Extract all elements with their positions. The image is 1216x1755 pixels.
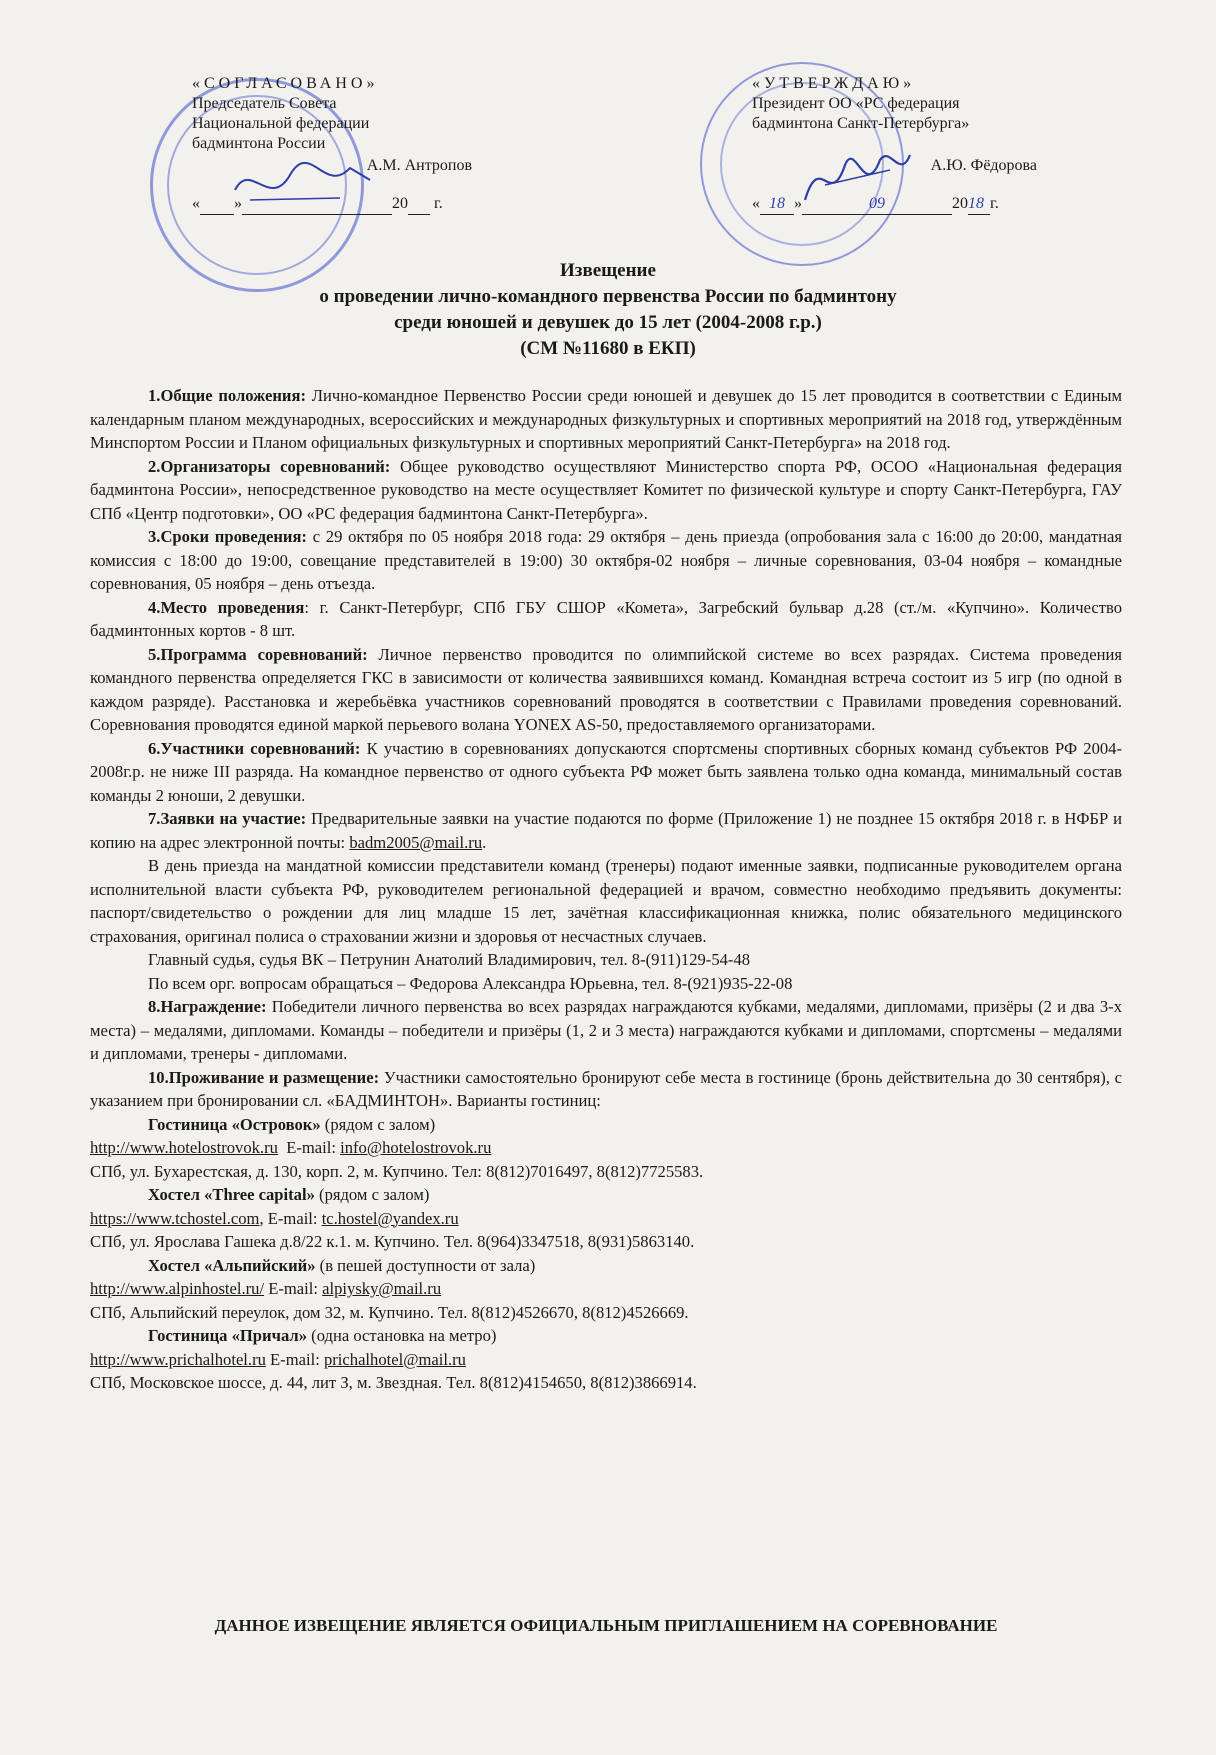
section-applications-text: Предварительные заявки на участие подаются по форме (Приложение 1) не позднее 15 октября 2018 г. в НФБР и копию на адрес электронной почты:: [90, 809, 1122, 852]
date-quote-open: «: [192, 195, 200, 212]
approval-agreed-line3: бадминтона России: [192, 135, 326, 152]
hotel-contacts-line: [90, 1136, 1122, 1160]
hotel-note: (одна остановка на метро): [307, 1326, 497, 1345]
section-program-text: Личное первенство проводится по олимпийской системе во всех разрядах. Система проведения командного первенства определяется ГКС в зависимости от количества заявившихся команд. Командная встреча состоит из 5 игр (по одной в каждом разряде). Расстановка и жеребьёвка участников соревнований проводятся в соответствии с Правилами проведения соревнований. Соревнования проводятся единой маркой перьевого волана YONEX AS-50, предоставляемого организаторами.: [90, 644, 1122, 734]
section-awards-heading: 8.Награждение:: [148, 997, 267, 1016]
hotel-website-link[interactable]: https://www.tchostel.com: [90, 1208, 260, 1228]
hotel-entry: [90, 1254, 1122, 1325]
title-line4: (СМ №11680 в ЕКП): [520, 338, 696, 359]
date-year-suffix: г.: [990, 195, 999, 212]
date-day-handwritten: 18: [760, 194, 794, 215]
hotel-name: Хостел «Альпийский»: [148, 1255, 316, 1275]
document-title: [100, 258, 1116, 362]
hotel-contacts-line: [90, 1348, 1122, 1372]
date-quote-open: «: [752, 195, 760, 212]
hotel-address: СПб, ул. Бухарестская, д. 130, корп. 2, м. Купчино. Тел: 8(812)7016497, 8(812)7725583.: [90, 1161, 704, 1181]
section-venue-text: : г. Санкт-Петербург, СПб ГБУ СШОР «Комета», Загребский бульвар д.28 (ст./м. «Купчино». Количество бадминтонных кортов - 8 шт.: [90, 597, 1122, 640]
approval-agreed: [192, 74, 512, 215]
hotel-name-line: [90, 1113, 1122, 1137]
title-line2: о проведении лично-командного первенства России по бадминтону: [319, 286, 897, 307]
section-accommodation-heading: 10.Проживание и размещение:: [148, 1067, 380, 1087]
approval-approved-date: [752, 194, 1092, 215]
hotel-name-line: [90, 1324, 1122, 1348]
section-organizers-text: Общее руководство осуществляют Министерство спорта РФ, ОСОО «Национальная федерация бадминтона России», непосредственное руководство на месте осуществляет Комитет по физической культуре и спорту Санкт-Петербурга, ГАУ СПб «Центр подготовки», ОО «РС федерация бадминтона Санкт-Петербурга».: [90, 456, 1123, 523]
date-month-handwritten: 09: [802, 194, 952, 215]
hotel-website-link[interactable]: http://www.hotelostrovok.ru: [90, 1138, 278, 1157]
title-line1: Извещение: [560, 260, 656, 281]
approval-agreed-header: «СОГЛАСОВАНО»: [192, 75, 379, 92]
section-dates-heading: 3.Сроки проведения:: [148, 527, 307, 546]
hotel-name: Гостиница «Причал»: [148, 1326, 308, 1345]
section-participants-heading: 6.Участники соревнований:: [148, 738, 361, 758]
date-year-suffix: г.: [434, 195, 443, 212]
section-dates: [90, 525, 1122, 596]
chief-judge: Главный судья, судья ВК – Петрунин Анатолий Владимирович, тел. 8-(911)129-54-48: [148, 950, 751, 969]
section-applications-heading: 7.Заявки на участие:: [148, 809, 307, 828]
date-year-prefix: 20: [392, 195, 408, 212]
approval-agreed-date: [192, 194, 512, 215]
hotel-website-link[interactable]: http://www.alpinhostel.ru/: [90, 1279, 265, 1298]
section-participants-text: К участию в соревнованиях допускаются спортсмены спортивных сборных команд субъектов РФ 2004-2008г.р. не ниже III разряда. На командное первенство от одного субъекта РФ может быть заявлена только одна команда, минимальный состав команды 2 юноши, 2 девушки.: [90, 738, 1122, 805]
hotel-entry: [90, 1183, 1122, 1254]
date-quote-close: »: [234, 195, 242, 212]
approval-approved-header: «УТВЕРЖДАЮ»: [752, 75, 916, 92]
hotel-contacts-line: [90, 1207, 1122, 1231]
section-applications-details: В день приезда на мандатной комиссии представители команд (тренеры) подают именные заявки, подписанные руководителем органа исполнительной власти субъекта РФ, руководителем региональной федерацией и врачом, совместно необходимо предъявить документы: паспорт/свидетельство о рождении для лиц младше 15 лет, зачётная классификационная книжка, полис обязательного медицинского страхования, оригинал полиса о страховании жизни и здоровья от несчастных случаев.: [90, 856, 1122, 946]
hotel-email-link[interactable]: alpiysky@mail.ru: [322, 1279, 442, 1298]
hotel-email-link[interactable]: prichalhotel@mail.ru: [323, 1349, 466, 1369]
section-accommodation-text: Участники самостоятельно бронируют себе места в гостинице (бронь действительна до 30 сентября), с указанием при бронировании сл. «БАДМИНТОН». Варианты гостиниц:: [90, 1067, 1122, 1110]
hotel-note: (рядом с залом): [320, 1114, 436, 1134]
hotel-entry: [90, 1324, 1122, 1395]
hotel-address: СПб, Альпийский переулок, дом 32, м. Купчино. Тел. 8(812)4526670, 8(812)4526669.: [90, 1302, 689, 1322]
hotel-email-link[interactable]: tc.hostel@yandex.ru: [321, 1208, 459, 1228]
hotel-entry: [90, 1113, 1122, 1184]
hotel-email-label: E-mail:: [270, 1349, 320, 1369]
approval-approved-line2: бадминтона Санкт-Петербурга»: [752, 115, 970, 132]
date-quote-close: »: [794, 195, 802, 212]
hotel-email-label: E-mail:: [268, 1279, 318, 1298]
section-organizers-heading: 2.Организаторы соревнований:: [148, 456, 391, 476]
approval-approved: [752, 74, 1092, 215]
hotel-website-link[interactable]: http://www.prichalhotel.ru: [90, 1349, 266, 1369]
date-year-handwritten: 18: [968, 194, 990, 215]
date-month-blank: [242, 194, 392, 215]
section-participants: [90, 737, 1122, 808]
hotel-email-label: E-mail:: [286, 1138, 336, 1157]
section-accommodation: [90, 1066, 1122, 1113]
hotel-address: СПб, ул. Ярослава Гашека д.8/22 к.1. м. Купчино. Тел. 8(964)3347518, 8(931)5863140.: [90, 1232, 695, 1251]
official-invitation-notice: ДАННОЕ ИЗВЕЩЕНИЕ ЯВЛЯЕТСЯ ОФИЦИАЛЬНЫМ ПРИГЛАШЕНИЕМ НА СОРЕВНОВАНИЕ: [214, 1616, 998, 1635]
org-contact: По всем орг. вопросам обращаться – Федорова Александра Юрьевна, тел. 8-(921)935-22-08: [148, 973, 793, 993]
hotel-note: (в пешей доступности от зала): [315, 1255, 536, 1275]
document-body: [90, 384, 1122, 1395]
hotel-email-link[interactable]: info@hotelostrovok.ru: [340, 1138, 492, 1157]
section-program-heading: 5.Программа соревнований:: [148, 644, 368, 664]
title-line3: среди юношей и девушек до 15 лет (2004-2008 г.р.): [394, 312, 822, 333]
section-dates-text: с 29 октября по 05 ноября 2018 года: 29 октября – день приезда (опробования зала с 16:00 до 20:00, мандатная комиссия с 18:00 до 19:00, совещание представителей в 19:00) 30 октября-02 ноября – личные соревнования, 03-04 ноября – командные соревнования, 05 ноября – день отъезда.: [90, 527, 1122, 593]
hotel-name: Хостел «Three capital»: [148, 1185, 315, 1204]
section-organizers: [90, 455, 1122, 526]
section-awards: [90, 995, 1122, 1066]
hotel-note: (рядом с залом): [314, 1185, 430, 1204]
approval-agreed-signer: А.М. Антропов: [366, 157, 472, 174]
section-venue: [90, 596, 1122, 643]
section-general-heading: 1.Общие положения:: [148, 386, 306, 405]
section-general: [90, 384, 1122, 455]
hotel-address: СПб, Московское шоссе, д. 44, лит З, м. Звездная. Тел. 8(812)4154650, 8(812)3866914.: [90, 1373, 697, 1392]
section-applications-end: .: [482, 832, 487, 852]
hotel-contacts-line: [90, 1277, 1122, 1301]
hotel-email-label: , E-mail:: [259, 1208, 318, 1228]
section-venue-heading: 4.Место проведения: [148, 597, 305, 617]
date-day-blank: [200, 194, 234, 215]
date-year-blank: [408, 194, 430, 215]
approval-approved-line1: Президент ОО «РС федерация: [752, 95, 960, 112]
section-program: [90, 643, 1122, 737]
email-link-badm[interactable]: badm2005@mail.ru: [349, 832, 483, 852]
section-general-text: Лично-командное Первенство России среди юношей и девушек до 15 лет проводится в соответствии с Единым календарным планом международных, всероссийских и международных физкультурных и спортивных мероприятий на 2018 год, утверждённым Минспортом России и Планом официальных физкультурных и спортивных мероприятий Санкт-Петербурга» на 2018 год.: [90, 386, 1122, 452]
section-applications: [90, 807, 1122, 854]
approval-approved-signer: А.Ю. Фёдорова: [930, 157, 1037, 174]
date-year-prefix: 20: [952, 195, 968, 212]
section-awards-text: Победители личного первенства во всех разрядах награждаются кубками, медалями, дипломами, призёры (2 и два 3-х места) – медалями, дипломами. Команды – победители и призёры (1, 2 и 3 места) награждаются кубками и дипломами, спортсмены – медалями и дипломами, тренеры - дипломами.: [90, 997, 1122, 1063]
hotel-name: Гостиница «Островок»: [148, 1114, 321, 1134]
approval-agreed-line2: Национальной федерации: [192, 115, 370, 132]
approval-agreed-line1: Председатель Совета: [192, 95, 337, 112]
hotel-name-line: [90, 1183, 1122, 1207]
hotel-name-line: [90, 1254, 1122, 1278]
